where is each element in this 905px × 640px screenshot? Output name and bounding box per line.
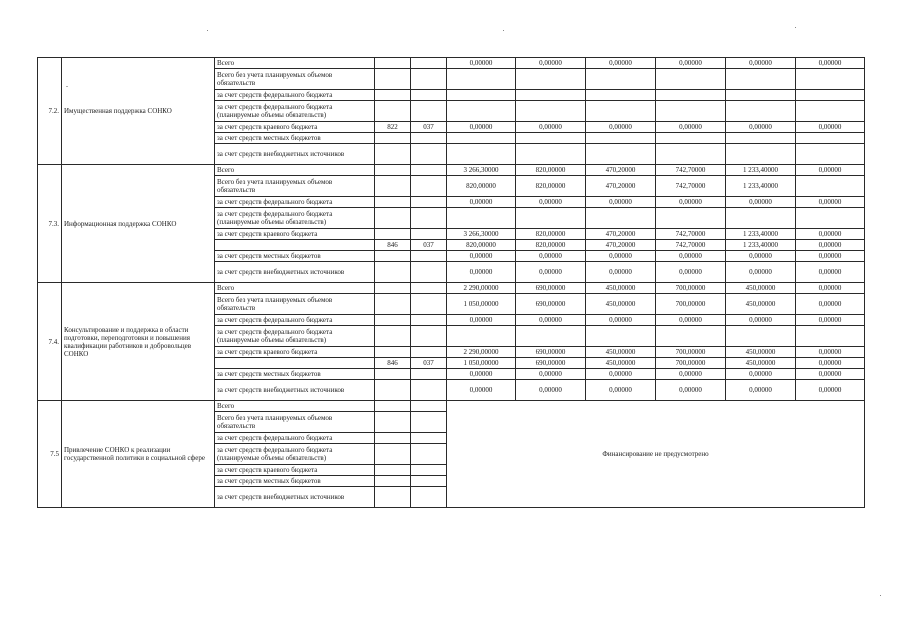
amount-cell: 0,00000 [796, 165, 865, 176]
amount-cell: 742,70000 [656, 165, 726, 176]
amount-cell [796, 208, 865, 229]
amount-cell: 0,00000 [516, 197, 586, 208]
program-code [411, 369, 447, 380]
funding-source: Всего без учета планируемых объемов обязательств [215, 294, 375, 315]
section-number: 7.2. [38, 58, 62, 165]
amount-cell [796, 133, 865, 144]
amount-cell: 0,00000 [656, 369, 726, 380]
program-code [411, 433, 447, 444]
amount-cell: 1 050,00000 [447, 294, 516, 315]
amount-cell: 820,00000 [516, 176, 586, 197]
program-code [411, 294, 447, 315]
program-code [411, 315, 447, 326]
amount-cell [447, 69, 516, 90]
amount-cell: 0,00000 [516, 369, 586, 380]
amount-cell: 0,00000 [796, 315, 865, 326]
amount-cell [656, 101, 726, 122]
funding-table [37, 57, 865, 508]
section-title [62, 401, 215, 508]
amount-cell [516, 144, 586, 165]
admin-code: 846 [375, 240, 411, 251]
program-code [411, 90, 447, 101]
admin-code [375, 229, 411, 240]
amount-cell: 820,00000 [516, 229, 586, 240]
admin-code [375, 58, 411, 69]
program-code [411, 326, 447, 347]
amount-cell [656, 90, 726, 101]
program-code [411, 208, 447, 229]
scan-speck [503, 30, 504, 31]
amount-cell: 0,00000 [656, 251, 726, 262]
admin-code [375, 176, 411, 197]
amount-cell: 0,00000 [447, 58, 516, 69]
amount-cell: 690,00000 [516, 294, 586, 315]
amount-cell: 0,00000 [656, 380, 726, 401]
amount-cell: 0,00000 [796, 240, 865, 251]
admin-code [375, 101, 411, 122]
amount-cell: 0,00000 [516, 251, 586, 262]
amount-cell: 0,00000 [796, 380, 865, 401]
amount-cell: 0,00000 [796, 294, 865, 315]
amount-cell [447, 144, 516, 165]
amount-cell [796, 326, 865, 347]
amount-cell: 0,00000 [586, 58, 656, 69]
funding-source: Всего [215, 283, 375, 294]
amount-cell: 450,00000 [586, 283, 656, 294]
amount-cell [586, 69, 656, 90]
amount-cell [796, 176, 865, 197]
funding-source: за счет средств федерального бюджета [215, 197, 375, 208]
funding-source: за счет средств федерального бюджета (планируемые объемы обязательств) [215, 444, 375, 465]
program-code [411, 144, 447, 165]
funding-source: за счет средств краевого бюджета [215, 347, 375, 358]
funding-source: за счет средств федерального бюджета [215, 315, 375, 326]
amount-cell: 1 233,40000 [726, 176, 796, 197]
amount-cell: 0,00000 [796, 197, 865, 208]
scan-speck [880, 595, 881, 596]
admin-code [375, 283, 411, 294]
scan-speck [207, 30, 208, 31]
program-code [411, 412, 447, 433]
funding-source: за счет средств местных бюджетов [215, 251, 375, 262]
section-title-text: Имущественная поддержка СОНКО [64, 107, 172, 115]
amount-cell: 0,00000 [656, 122, 726, 133]
amount-cell: 0,00000 [726, 369, 796, 380]
amount-cell [726, 208, 796, 229]
admin-code [375, 197, 411, 208]
program-code [411, 229, 447, 240]
funding-source [215, 240, 375, 251]
amount-cell [586, 101, 656, 122]
amount-cell: 690,00000 [516, 358, 586, 369]
program-code: 037 [411, 122, 447, 133]
funding-source: за счет средств местных бюджетов [215, 369, 375, 380]
amount-cell: 0,00000 [656, 315, 726, 326]
admin-code: 846 [375, 358, 411, 369]
amount-cell: 0,00000 [586, 369, 656, 380]
admin-code [375, 251, 411, 262]
funding-source: Всего [215, 58, 375, 69]
section-title [62, 283, 215, 401]
funding-source: за счет средств местных бюджетов [215, 476, 375, 487]
admin-code [375, 380, 411, 401]
funding-source: за счет средств федерального бюджета [215, 90, 375, 101]
program-code [411, 476, 447, 487]
amount-cell: 450,00000 [726, 283, 796, 294]
amount-cell [447, 101, 516, 122]
admin-code [375, 165, 411, 176]
amount-cell: 450,00000 [586, 294, 656, 315]
amount-cell: 0,00000 [796, 283, 865, 294]
amount-cell: 700,00000 [656, 347, 726, 358]
amount-cell: 0,00000 [726, 251, 796, 262]
amount-cell: 742,70000 [656, 176, 726, 197]
program-code [411, 101, 447, 122]
table-row [38, 58, 865, 69]
amount-cell: 0,00000 [586, 122, 656, 133]
program-code [411, 444, 447, 465]
no-funding-note: Финансирование не предусмотрено [447, 401, 865, 508]
amount-cell [796, 144, 865, 165]
amount-cell: 820,00000 [447, 240, 516, 251]
amount-cell [516, 326, 586, 347]
amount-cell: 0,00000 [447, 369, 516, 380]
amount-cell: 742,70000 [656, 229, 726, 240]
admin-code [375, 412, 411, 433]
section-title-text: Консультирование и поддержка в области подготовки, переподготовки и повышения квалификации работников и добровольцев СОНКО [64, 325, 192, 358]
amount-cell [586, 208, 656, 229]
funding-source: за счет средств федерального бюджета (планируемые объемы обязательств) [215, 208, 375, 229]
amount-cell: 0,00000 [586, 197, 656, 208]
amount-cell: 0,00000 [656, 197, 726, 208]
amount-cell [586, 326, 656, 347]
amount-cell: 0,00000 [796, 369, 865, 380]
admin-code [375, 315, 411, 326]
amount-cell: 450,00000 [726, 347, 796, 358]
program-code [411, 251, 447, 262]
amount-cell: 0,00000 [726, 122, 796, 133]
amount-cell [447, 326, 516, 347]
amount-cell: 820,00000 [516, 165, 586, 176]
amount-cell: 1 233,40000 [726, 240, 796, 251]
amount-cell: 0,00000 [516, 122, 586, 133]
funding-source: за счет средств внебюджетных источников [215, 487, 375, 508]
admin-code [375, 133, 411, 144]
program-code: 037 [411, 240, 447, 251]
amount-cell [447, 133, 516, 144]
admin-code: 822 [375, 122, 411, 133]
amount-cell: 0,00000 [586, 315, 656, 326]
admin-code [375, 208, 411, 229]
funding-source: за счет средств краевого бюджета [215, 465, 375, 476]
amount-cell [726, 69, 796, 90]
amount-cell [796, 101, 865, 122]
admin-code [375, 90, 411, 101]
amount-cell [656, 133, 726, 144]
amount-cell [656, 144, 726, 165]
amount-cell: 0,00000 [447, 262, 516, 283]
amount-cell: 690,00000 [516, 347, 586, 358]
admin-code [375, 401, 411, 412]
amount-cell [726, 90, 796, 101]
amount-cell: 0,00000 [726, 380, 796, 401]
section-title-text: Привлечение СОНКО к реализации государственной политики в социальной сфере [64, 446, 205, 462]
amount-cell: 0,00000 [516, 315, 586, 326]
amount-cell: 700,00000 [656, 283, 726, 294]
table-row [38, 165, 865, 176]
amount-cell: 470,20000 [586, 240, 656, 251]
amount-cell: 0,00000 [447, 122, 516, 133]
admin-code [375, 294, 411, 315]
amount-cell [586, 133, 656, 144]
amount-cell: 0,00000 [796, 262, 865, 283]
funding-source: Всего [215, 165, 375, 176]
funding-source: за счет средств федерального бюджета [215, 433, 375, 444]
amount-cell [726, 326, 796, 347]
funding-source: Всего без учета планируемых объемов обязательств [215, 69, 375, 90]
program-code [411, 69, 447, 90]
amount-cell: 700,00000 [656, 294, 726, 315]
program-code [411, 465, 447, 476]
admin-code [375, 444, 411, 465]
admin-code [375, 347, 411, 358]
amount-cell: 690,00000 [516, 283, 586, 294]
amount-cell: 470,20000 [586, 229, 656, 240]
amount-cell [726, 144, 796, 165]
amount-cell: 2 290,00000 [447, 283, 516, 294]
admin-code [375, 433, 411, 444]
program-code: 037 [411, 358, 447, 369]
program-code [411, 58, 447, 69]
amount-cell: 742,70000 [656, 240, 726, 251]
admin-code [375, 487, 411, 508]
amount-cell: 470,20000 [586, 165, 656, 176]
amount-cell: 3 266,30000 [447, 229, 516, 240]
amount-cell: 0,00000 [586, 380, 656, 401]
amount-cell [447, 90, 516, 101]
section-number: 7.4. [38, 283, 62, 401]
program-code [411, 176, 447, 197]
amount-cell [586, 144, 656, 165]
section-title [62, 165, 215, 283]
amount-cell [586, 90, 656, 101]
amount-cell: 2 290,00000 [447, 347, 516, 358]
amount-cell: 0,00000 [586, 262, 656, 283]
amount-cell: 820,00000 [516, 240, 586, 251]
amount-cell [656, 69, 726, 90]
amount-cell [516, 208, 586, 229]
amount-cell: 0,00000 [516, 380, 586, 401]
program-code [411, 487, 447, 508]
scan-speck [795, 27, 796, 28]
amount-cell: 450,00000 [726, 358, 796, 369]
amount-cell: 0,00000 [726, 262, 796, 283]
section-title: - Имущественная поддержка СОНКО [62, 58, 215, 165]
program-code [411, 380, 447, 401]
amount-cell: 450,00000 [586, 347, 656, 358]
table-row [38, 401, 865, 412]
funding-source: Всего [215, 401, 375, 412]
amount-cell [726, 133, 796, 144]
funding-source: за счет средств федерального бюджета (планируемые объемы обязательств) [215, 101, 375, 122]
admin-code [375, 465, 411, 476]
amount-cell: 1 050,00000 [447, 358, 516, 369]
amount-cell [796, 90, 865, 101]
admin-code [375, 369, 411, 380]
amount-cell: 0,00000 [447, 197, 516, 208]
amount-cell [726, 101, 796, 122]
amount-cell: 1 233,40000 [726, 165, 796, 176]
funding-source: за счет средств краевого бюджета [215, 229, 375, 240]
amount-cell: 0,00000 [726, 58, 796, 69]
table-row [38, 283, 865, 294]
section-title-text: Информационная поддержка СОНКО [64, 219, 177, 228]
amount-cell [516, 133, 586, 144]
amount-cell [516, 101, 586, 122]
amount-cell [447, 208, 516, 229]
admin-code [375, 69, 411, 90]
admin-code [375, 262, 411, 283]
funding-source: за счет средств краевого бюджета [215, 122, 375, 133]
program-code [411, 197, 447, 208]
program-code [411, 401, 447, 412]
amount-cell: 0,00000 [796, 229, 865, 240]
amount-cell [516, 90, 586, 101]
funding-source: за счет средств федерального бюджета (планируемые объемы обязательств) [215, 326, 375, 347]
program-code [411, 347, 447, 358]
funding-source: Всего без учета планируемых объемов обязательств [215, 412, 375, 433]
amount-cell: 0,00000 [447, 251, 516, 262]
amount-cell: 0,00000 [656, 262, 726, 283]
program-code [411, 262, 447, 283]
amount-cell [656, 208, 726, 229]
amount-cell: 0,00000 [516, 58, 586, 69]
amount-cell: 0,00000 [447, 380, 516, 401]
funding-source: за счет средств внебюджетных источников [215, 380, 375, 401]
admin-code [375, 326, 411, 347]
amount-cell: 0,00000 [726, 197, 796, 208]
amount-cell: 0,00000 [586, 251, 656, 262]
amount-cell: 0,00000 [796, 58, 865, 69]
amount-cell [656, 326, 726, 347]
amount-cell: 450,00000 [726, 294, 796, 315]
program-code [411, 165, 447, 176]
funding-source: за счет средств внебюджетных источников [215, 144, 375, 165]
amount-cell: 0,00000 [796, 122, 865, 133]
amount-cell: 470,20000 [586, 176, 656, 197]
admin-code [375, 476, 411, 487]
funding-source: за счет средств местных бюджетов [215, 133, 375, 144]
amount-cell: 700,00000 [656, 358, 726, 369]
amount-cell: 0,00000 [516, 262, 586, 283]
amount-cell: 3 266,30000 [447, 165, 516, 176]
funding-source [215, 358, 375, 369]
amount-cell: 820,00000 [447, 176, 516, 197]
amount-cell: 0,00000 [796, 358, 865, 369]
amount-cell: 0,00000 [447, 315, 516, 326]
program-code [411, 133, 447, 144]
amount-cell: 0,00000 [726, 315, 796, 326]
amount-cell: 0,00000 [796, 347, 865, 358]
funding-source: за счет средств внебюджетных источников [215, 262, 375, 283]
amount-cell: 0,00000 [796, 251, 865, 262]
amount-cell [796, 69, 865, 90]
section-number: 7.3. [38, 165, 62, 283]
program-code [411, 283, 447, 294]
amount-cell: 0,00000 [656, 58, 726, 69]
amount-cell: 1 233,40000 [726, 229, 796, 240]
admin-code [375, 144, 411, 165]
amount-cell [516, 69, 586, 90]
section-number: 7.5 [38, 401, 62, 508]
amount-cell: 450,00000 [586, 358, 656, 369]
funding-source: Всего без учета планируемых объемов обязательств [215, 176, 375, 197]
